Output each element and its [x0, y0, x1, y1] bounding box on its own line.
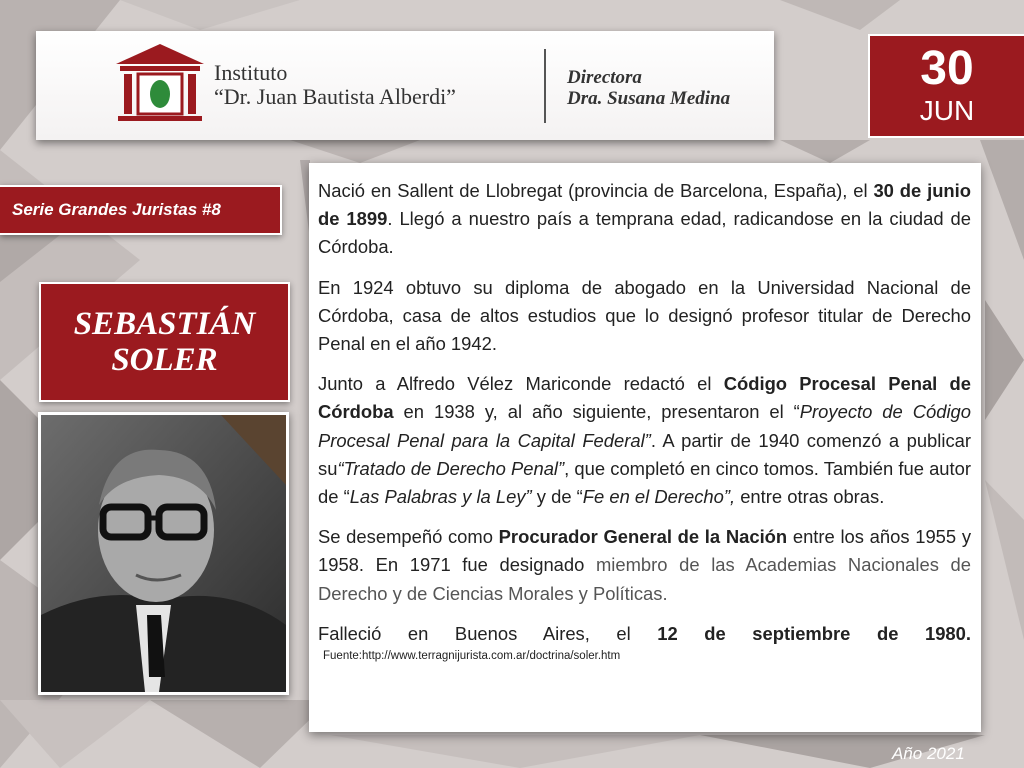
bio-p1-text-a: Nació en Sallent de Llobregat (provincia de Barcelona, España), el — [318, 180, 874, 201]
book-title-1: Las Palabras y la Ley” — [349, 486, 532, 508]
date-month: JUN — [919, 95, 975, 126]
date-badge — [868, 34, 1024, 138]
institute-header — [36, 31, 774, 140]
code-title: Código Procesal Penal de Córdoba — [318, 373, 971, 423]
jurist-last-name: SOLER — [111, 342, 218, 378]
treatise-title: “Tratado de Derecho Penal” — [337, 457, 565, 479]
header-divider — [544, 49, 546, 123]
director-info — [567, 67, 730, 109]
year-label: Año 2021 — [892, 744, 965, 763]
bio-paragraph-2: En 1924 obtuvo su diploma de abogado en la Universidad Nacional de Córdoba, casa de altos estudios que lo designó profesor titular de Derecho Penal en el año 1942. — [318, 276, 971, 355]
institute-line-2: “Dr. Juan Bautista Alberdi” — [214, 84, 456, 109]
bio-p4-text-c: entre los años 1955 y 1958. En 1971 fue designado — [318, 526, 972, 576]
bio-p3-text-k: entre otras obras. — [735, 486, 885, 508]
jurist-first-name: SEBASTIÁN — [73, 306, 256, 342]
bio-p3-text-c: en 1938 y, al año siguiente, presentaron el “ — [393, 401, 800, 423]
bio-paragraph-3 — [318, 370, 971, 511]
project-title: Proyecto de Código Procesal Penal para la Capital Federal” — [318, 401, 971, 451]
bio-p3-text-g: , que completó en cinco tomos. También fue autor de “ — [318, 457, 971, 508]
bio-paragraph-5 — [318, 620, 971, 648]
jurist-name — [39, 282, 290, 402]
director-title: Directora — [567, 67, 642, 88]
bio-p1-text-c: . Llegó a nuestro país a temprana edad, radicandose en la ciudad de Córdoba. — [318, 208, 972, 258]
bio-paragraph-4 — [318, 523, 971, 608]
series-label: Serie Grandes Juristas #8 — [0, 185, 282, 235]
biography-card — [309, 163, 981, 732]
bio-p3-text-a: Junto a Alfredo Vélez Mariconde redactó el — [318, 373, 724, 395]
bio-p5-text-a: Falleció en Buenos Aires, el — [318, 622, 658, 644]
bio-p3-text-i: y de “ — [531, 486, 583, 508]
portrait-photo — [38, 412, 289, 695]
birth-date: 30 de junio de 1899 — [318, 180, 972, 230]
institute-line-1: Instituto — [214, 60, 288, 85]
portrait-image — [41, 415, 286, 692]
office-title: Procurador General de la Nación — [498, 526, 788, 548]
institute-name — [214, 61, 456, 109]
bio-p4-text-a: Se desempeñó como — [318, 526, 499, 548]
death-date: 12 de septiembre de 1980. — [657, 622, 971, 644]
institute-logo-icon — [114, 44, 206, 126]
bio-paragraph-1 — [318, 177, 971, 262]
bio-p3-text-e: . A partir de 1940 comenzó a publicar su — [318, 429, 971, 479]
source-citation: Fuente:http://www.terragnijurista.com.ar/doctrina/soler.htm — [323, 650, 621, 663]
book-title-2: Fe en el Derecho”, — [582, 486, 736, 508]
director-name: Dra. Susana Medina — [567, 88, 731, 109]
academies-text: miembro de las Academias Nacionales de Derecho y de Ciencias Morales y Políticas. — [318, 554, 971, 604]
date-day: 30 — [920, 42, 974, 95]
